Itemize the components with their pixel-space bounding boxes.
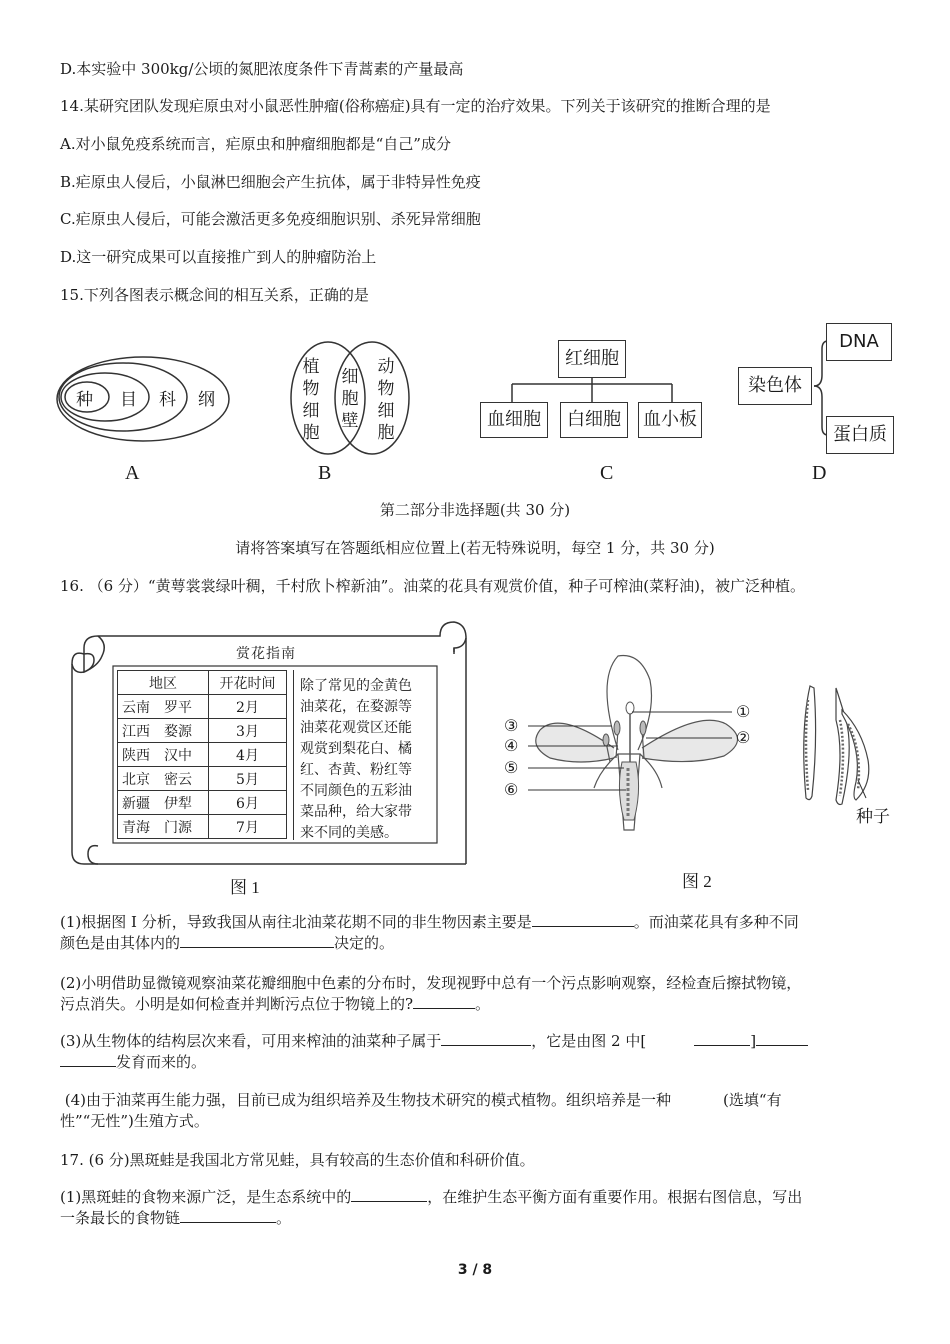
q16-part-4 <box>60 1090 890 1132</box>
animal-cell-char: 胞 <box>377 423 395 443</box>
q16-p3-text-c: ] <box>750 1032 757 1050</box>
guide-text <box>300 676 440 844</box>
q16-stem: 16. （6 分）“黄萼裳裳绿叶稠，千村欣卜榨新油”。油菜的花具有观赏价值，种子可榨油(菜籽油)，被广泛种植。 <box>60 577 805 595</box>
q14-stem: 14.某研究团队发现疟原虫对小鼠恶性肿瘤(俗称癌症)具有一定的治疗效果。下列关于该研究的推断合理的是 <box>60 97 771 115</box>
q15-figure-a <box>55 355 235 443</box>
q16-part-3 <box>60 1031 890 1073</box>
q16-p3-blank-2 <box>694 1031 750 1046</box>
label-order: 目 <box>120 390 137 410</box>
figure-d-label: D <box>812 462 827 484</box>
guide-region: 江西 婺源 <box>118 719 209 743</box>
q14-option-d: D.这一研究成果可以直接推广到人的肿瘤防治上 <box>60 248 377 266</box>
q17-stem: 17. (6 分)黑斑蛙是我国北方常见蛙，具有较高的生态价值和科研价值。 <box>60 1151 535 1169</box>
q17-p1-text-b: ，在维护生态平衡方面有重要作用。根据右图信息，写出 <box>427 1188 803 1206</box>
q16-p3-text-a: (3)从生物体的结构层次来看，可用来榨油的油菜种子属于 <box>60 1032 442 1050</box>
q16-p1-text-b: 。而油菜花具有多种不同 <box>633 913 799 931</box>
guide-text-line: 除了常见的金黄色 <box>300 678 412 694</box>
figure-b-label: B <box>318 462 332 484</box>
marker-6: ⑥ <box>504 780 519 799</box>
guide-text-line: 油菜花，在婺源等 <box>300 699 412 715</box>
guide-text-line: 红、杏黄、粉红等 <box>300 762 412 778</box>
guide-time: 7月 <box>209 815 287 839</box>
marker-5: ⑤ <box>504 758 519 777</box>
q14-option-b: B.疟原虫人侵后，小鼠淋巴细胞会产生抗体，属于非特异性免疫 <box>60 173 481 191</box>
q15-figure-c <box>480 340 705 438</box>
q16-p2-blank <box>413 994 475 1009</box>
label-species: 种 <box>76 390 93 410</box>
label-class: 纲 <box>198 390 215 410</box>
guide-col-region: 地区 <box>118 671 209 695</box>
guide-time: 5月 <box>209 767 287 791</box>
guide-time: 4月 <box>209 743 287 767</box>
plant-cell-char: 植 <box>302 357 320 377</box>
plant-cell-label <box>301 356 321 444</box>
guide-time: 2月 <box>209 695 287 719</box>
q16-p3-blank-4 <box>60 1052 116 1067</box>
guide-region: 青海 门源 <box>118 815 209 839</box>
q16-p1-text-c: 颜色是由其体内的 <box>60 934 181 952</box>
guide-region: 陕西 汉中 <box>118 743 209 767</box>
cell-wall-char: 壁 <box>341 411 359 431</box>
dna-box: DNA <box>826 323 892 361</box>
guide-time: 6月 <box>209 791 287 815</box>
guide-text-line: 油菜花观赏区还能 <box>300 720 412 736</box>
guide-title: 赏花指南 <box>236 646 296 662</box>
label-family: 科 <box>159 390 176 410</box>
figure-2-label: 图 2 <box>682 872 712 891</box>
guide-row <box>118 719 287 743</box>
q17-p1-text-d: 。 <box>276 1209 292 1227</box>
q16-p1-blank-1 <box>532 912 634 927</box>
figure-a-label: A <box>125 462 140 484</box>
part2-title: 第二部分非选择题(共 30 分) <box>379 501 571 519</box>
guide-region: 云南 罗平 <box>118 695 209 719</box>
q16-p1-blank-2 <box>180 933 334 948</box>
cell-wall-char: 细 <box>341 367 359 387</box>
q16-p2-text-c: 。 <box>475 995 491 1013</box>
guide-region: 北京 密云 <box>118 767 209 791</box>
guide-text-line: 来不同的美感。 <box>300 825 398 841</box>
q16-p3-blank-1 <box>441 1031 531 1046</box>
animal-cell-char: 细 <box>377 401 395 421</box>
platelet-box: 血小板 <box>638 402 702 438</box>
guide-text-line: 观赏到梨花白、橘 <box>300 741 412 757</box>
q17-p1-blank-2 <box>180 1208 276 1223</box>
q14-option-a: A.对小鼠免疫系统而言，疟原虫和肿瘤细胞都是“自己”成分 <box>60 135 451 153</box>
q17-p1-text-c: 一条最长的食物链 <box>60 1209 181 1227</box>
q16-part-2 <box>60 973 890 1015</box>
guide-region: 新疆 伊犁 <box>118 791 209 815</box>
marker-1: ① <box>736 702 751 721</box>
q16-figure-2 <box>500 650 800 850</box>
q16-figure-1 <box>68 614 473 872</box>
seed-pods-figure <box>796 680 896 830</box>
guide-row <box>118 815 287 839</box>
q13-option-d: D.本实验中 300kg/公顷的氮肥浓度条件下青蒿素的产量最高 <box>60 60 464 78</box>
page-number: 3 / 8 <box>457 1262 493 1278</box>
part2-note: 请将答案填写在答题纸相应位置上(若无特殊说明，每空 1 分，共 30 分) <box>235 539 715 557</box>
q16-p4-text-c: 性”“无性”)生殖方式。 <box>60 1112 209 1130</box>
q16-p3-text-b: ，它是由图 2 中[ <box>531 1032 647 1050</box>
q16-p1-text-d: 决定的。 <box>334 934 395 952</box>
plant-cell-char: 物 <box>302 379 320 399</box>
marker-3: ③ <box>504 716 519 735</box>
guide-time: 3月 <box>209 719 287 743</box>
q16-p4-text-b: (选填“有 <box>723 1091 782 1109</box>
marker-4: ④ <box>504 736 519 755</box>
q16-part-1 <box>60 912 890 954</box>
guide-row <box>118 743 287 767</box>
guide-table <box>117 670 287 839</box>
animal-cell-char: 物 <box>377 379 395 399</box>
flower-drawing <box>500 650 800 850</box>
plant-cell-char: 细 <box>302 401 320 421</box>
guide-row <box>118 695 287 719</box>
figure-1-label: 图 1 <box>230 878 260 897</box>
q17-p1-blank-1 <box>351 1187 427 1202</box>
animal-cell-char: 动 <box>377 357 395 377</box>
protein-box: 蛋白质 <box>826 416 894 454</box>
guide-row <box>118 767 287 791</box>
guide-row <box>118 791 287 815</box>
cell-wall-char: 胞 <box>341 389 359 409</box>
q15-stem: 15.下列各图表示概念间的相互关系，正确的是 <box>60 286 369 304</box>
q16-p2-text-b: 污点消失。小明是如何检查并判断污点位于物镜上的? <box>60 995 414 1013</box>
white-blood-cell-box: 白细胞 <box>560 402 628 438</box>
q17-part-1 <box>60 1187 890 1229</box>
q15-figure-b <box>288 340 413 460</box>
plant-cell-char: 胞 <box>302 423 320 443</box>
q16-p4-text-a: (4)由于油菜再生能力强，目前已成为组织培养及生物技术研究的模式植物。组织培养是一种 <box>64 1091 672 1109</box>
guide-text-line: 不同颜色的五彩油 <box>300 783 412 799</box>
guide-col-time: 开花时间 <box>209 671 287 695</box>
blood-cell-box: 血细胞 <box>480 402 548 438</box>
q16-p3-text-d: 发育而来的。 <box>116 1053 207 1071</box>
chromosome-box: 染色体 <box>738 367 812 405</box>
guide-text-line: 菜品种，给大家带 <box>300 804 412 820</box>
animal-cell-label <box>376 356 396 444</box>
cell-wall-label <box>340 366 360 432</box>
red-blood-cell-box: 红细胞 <box>558 340 626 378</box>
q15-figure-d <box>738 323 898 453</box>
figure-c-label: C <box>600 462 614 484</box>
q16-p2-text-a: (2)小明借助显微镜观察油菜花瓣细胞中色素的分布时，发现视野中总有一个污点影响观察，经检查后擦拭物镜， <box>60 974 802 992</box>
q16-p3-blank-3 <box>756 1031 808 1046</box>
q17-p1-text-a: (1)黑斑蛙的食物来源广泛，是生态系统中的 <box>60 1188 352 1206</box>
q14-option-c: C.疟原虫人侵后，可能会激活更多免疫细胞识别、杀死异常细胞 <box>60 210 481 228</box>
seed-label: 种子 <box>856 807 890 827</box>
marker-2: ② <box>736 728 751 747</box>
q16-p1-text-a: (1)根据图 I 分析，导致我国从南往北油菜花期不同的非生物因素主要是 <box>60 913 532 931</box>
